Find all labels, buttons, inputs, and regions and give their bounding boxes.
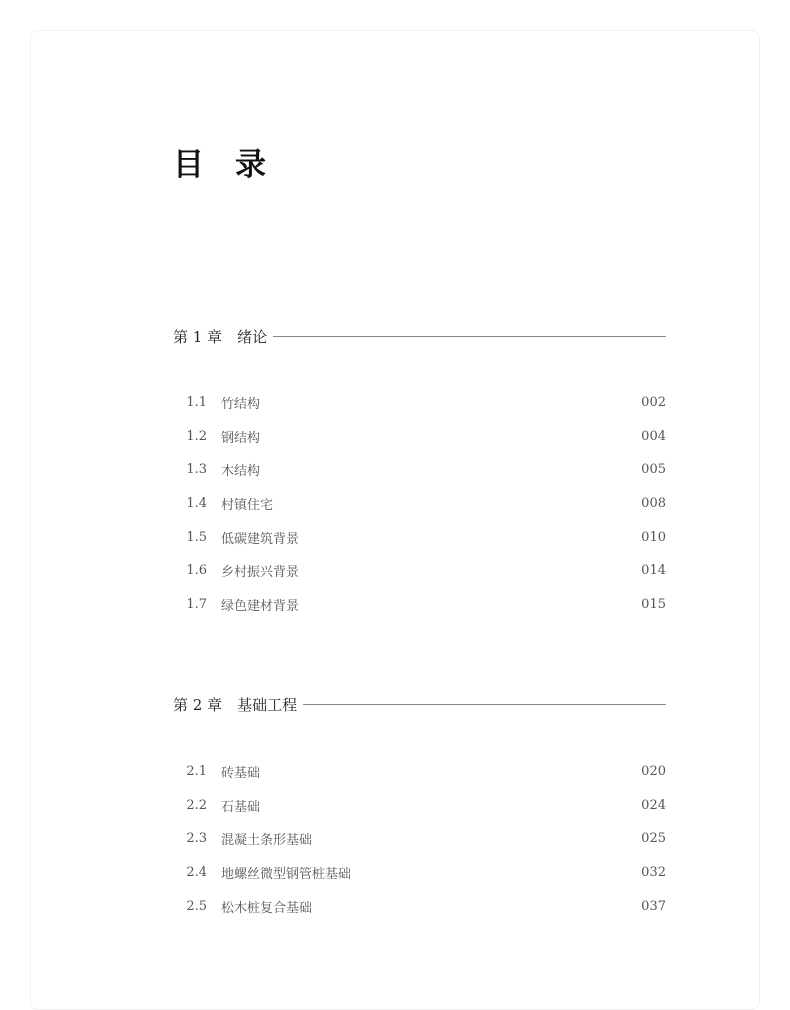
toc-entry[interactable] bbox=[173, 386, 666, 420]
section-title: 石基础 bbox=[221, 799, 261, 815]
page-number: 008 bbox=[641, 496, 666, 512]
section-number: 2.5 bbox=[186, 898, 207, 914]
section-title: 竹结构 bbox=[221, 397, 261, 413]
chapter-divider bbox=[303, 704, 666, 705]
page-number: 032 bbox=[641, 865, 666, 881]
chapter-divider bbox=[273, 336, 666, 337]
toc-entry[interactable] bbox=[173, 889, 666, 923]
page-number: 025 bbox=[641, 831, 666, 847]
section-number: 1.7 bbox=[186, 596, 207, 612]
page-number: 005 bbox=[641, 462, 666, 478]
toc-entry[interactable] bbox=[173, 554, 666, 588]
section-number: 2.1 bbox=[186, 764, 207, 780]
section-title: 低碳建筑背景 bbox=[221, 531, 300, 547]
chapter-title: 基础工程 bbox=[237, 695, 298, 714]
page-number: 014 bbox=[641, 563, 666, 579]
section-number: 1.3 bbox=[186, 462, 207, 478]
section-title: 松木桩复合基础 bbox=[221, 900, 313, 916]
chapter-heading[interactable] bbox=[173, 692, 666, 716]
toc-entry[interactable] bbox=[173, 420, 666, 454]
section-title: 地螺丝微型钢管桩基础 bbox=[221, 867, 352, 883]
section-title: 乡村振兴背景 bbox=[221, 565, 300, 581]
page-number: 004 bbox=[641, 428, 666, 444]
section-title: 砖基础 bbox=[221, 766, 261, 782]
section-title: 钢结构 bbox=[221, 430, 261, 446]
toc-entry[interactable] bbox=[173, 755, 666, 789]
toc-title: 目 录 bbox=[173, 147, 266, 183]
section-number: 1.2 bbox=[186, 428, 207, 444]
section-list bbox=[173, 386, 666, 621]
chapter-heading[interactable] bbox=[173, 324, 666, 348]
section-title: 村镇住宅 bbox=[221, 498, 274, 514]
section-number: 2.3 bbox=[186, 831, 207, 847]
section-number: 1.5 bbox=[186, 529, 207, 545]
toc-entry[interactable] bbox=[173, 856, 666, 890]
toc-entry[interactable] bbox=[173, 588, 666, 622]
section-number: 1.1 bbox=[186, 395, 207, 411]
page-number: 010 bbox=[641, 529, 666, 545]
section-number: 1.4 bbox=[186, 496, 207, 512]
section-title: 绿色建材背景 bbox=[221, 598, 300, 614]
toc-entry[interactable] bbox=[173, 453, 666, 487]
page-number: 020 bbox=[641, 764, 666, 780]
section-title: 混凝土条形基础 bbox=[221, 833, 313, 849]
document-page bbox=[30, 30, 760, 1010]
toc-entry[interactable] bbox=[173, 520, 666, 554]
section-number: 2.2 bbox=[186, 797, 207, 813]
chapter-number: 第 1 章 bbox=[173, 327, 223, 346]
page-number: 037 bbox=[641, 898, 666, 914]
section-title: 木结构 bbox=[221, 464, 261, 480]
page-number: 002 bbox=[641, 395, 666, 411]
section-number: 1.6 bbox=[186, 563, 207, 579]
page-number: 015 bbox=[641, 596, 666, 612]
toc-entry[interactable] bbox=[173, 822, 666, 856]
chapter-number: 第 2 章 bbox=[173, 695, 223, 714]
toc-entry[interactable] bbox=[173, 487, 666, 521]
chapter-title: 绪论 bbox=[237, 327, 268, 346]
section-list bbox=[173, 755, 666, 923]
page-number: 024 bbox=[641, 797, 666, 813]
section-number: 2.4 bbox=[186, 865, 207, 881]
toc-entry[interactable] bbox=[173, 789, 666, 823]
